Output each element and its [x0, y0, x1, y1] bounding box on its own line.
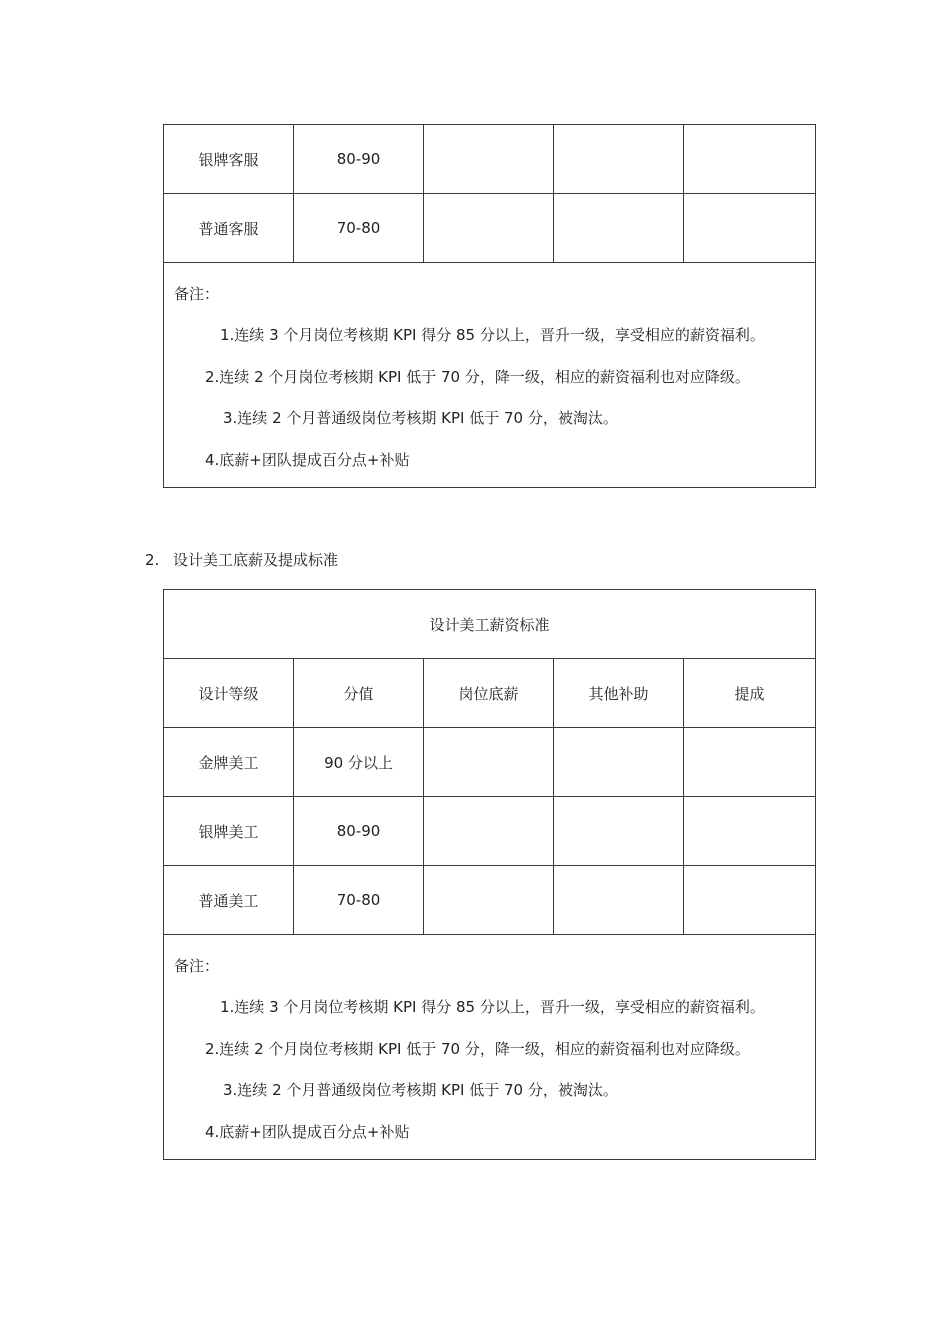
- commission-cell: [684, 125, 816, 194]
- note-item: 2.连续 2 个月岗位考核期 KPI 低于 70 分，降一级，相应的薪资福利也对应降级。: [205, 1040, 750, 1058]
- section-heading: [145, 549, 338, 570]
- note-item: 2.连续 2 个月岗位考核期 KPI 低于 70 分，降一级，相应的薪资福利也对应降级。: [205, 368, 750, 386]
- table-row: [164, 125, 816, 194]
- table-caption: 设计美工薪资标准: [164, 590, 816, 659]
- section-title: 设计美工底薪及提成标准: [173, 551, 339, 569]
- designer-salary-table: [163, 589, 816, 1160]
- base-salary-cell: [424, 797, 554, 866]
- notes-title: 备注：: [174, 957, 220, 975]
- column-header: 提成: [684, 659, 816, 728]
- level-cell: 普通美工: [164, 866, 294, 935]
- column-header: 设计等级: [164, 659, 294, 728]
- table-row: [164, 194, 816, 263]
- score-cell: 80-90: [294, 125, 424, 194]
- level-cell: 金牌美工: [164, 728, 294, 797]
- notes-row: [164, 263, 816, 488]
- note-item: 3.连续 2 个月普通级岗位考核期 KPI 低于 70 分，被淘汰。: [223, 409, 618, 427]
- note-item: 4.底薪+团队提成百分点+补贴: [205, 1123, 410, 1141]
- column-header: 其他补助: [554, 659, 684, 728]
- other-allowance-cell: [554, 866, 684, 935]
- score-cell: 70-80: [294, 866, 424, 935]
- level-cell: 银牌美工: [164, 797, 294, 866]
- table-row: [164, 866, 816, 935]
- base-salary-cell: [424, 194, 554, 263]
- commission-cell: [684, 728, 816, 797]
- section-number: 2.: [145, 551, 160, 569]
- table-row: [164, 728, 816, 797]
- base-salary-cell: [424, 728, 554, 797]
- commission-cell: [684, 797, 816, 866]
- commission-cell: [684, 866, 816, 935]
- column-header: 岗位底薪: [424, 659, 554, 728]
- note-item: 3.连续 2 个月普通级岗位考核期 KPI 低于 70 分，被淘汰。: [223, 1081, 618, 1099]
- note-item: 1.连续 3 个月岗位考核期 KPI 得分 85 分以上，晋升一级，享受相应的薪资福利。: [220, 326, 765, 344]
- base-salary-cell: [424, 125, 554, 194]
- notes-cell: [164, 263, 816, 488]
- notes-title: 备注：: [174, 285, 220, 303]
- level-cell: 普通客服: [164, 194, 294, 263]
- table-row: [164, 797, 816, 866]
- notes-cell: [164, 935, 816, 1160]
- commission-cell: [684, 194, 816, 263]
- score-cell: 90 分以上: [294, 728, 424, 797]
- caption-row: [164, 590, 816, 659]
- base-salary-cell: [424, 866, 554, 935]
- note-item: 4.底薪+团队提成百分点+补贴: [205, 451, 410, 469]
- column-header: 分值: [294, 659, 424, 728]
- notes-row: [164, 935, 816, 1160]
- note-item: 1.连续 3 个月岗位考核期 KPI 得分 85 分以上，晋升一级，享受相应的薪资福利。: [220, 998, 765, 1016]
- customer-service-salary-table: [163, 124, 816, 488]
- score-cell: 70-80: [294, 194, 424, 263]
- header-row: [164, 659, 816, 728]
- other-allowance-cell: [554, 728, 684, 797]
- other-allowance-cell: [554, 194, 684, 263]
- other-allowance-cell: [554, 797, 684, 866]
- level-cell: 银牌客服: [164, 125, 294, 194]
- score-cell: 80-90: [294, 797, 424, 866]
- other-allowance-cell: [554, 125, 684, 194]
